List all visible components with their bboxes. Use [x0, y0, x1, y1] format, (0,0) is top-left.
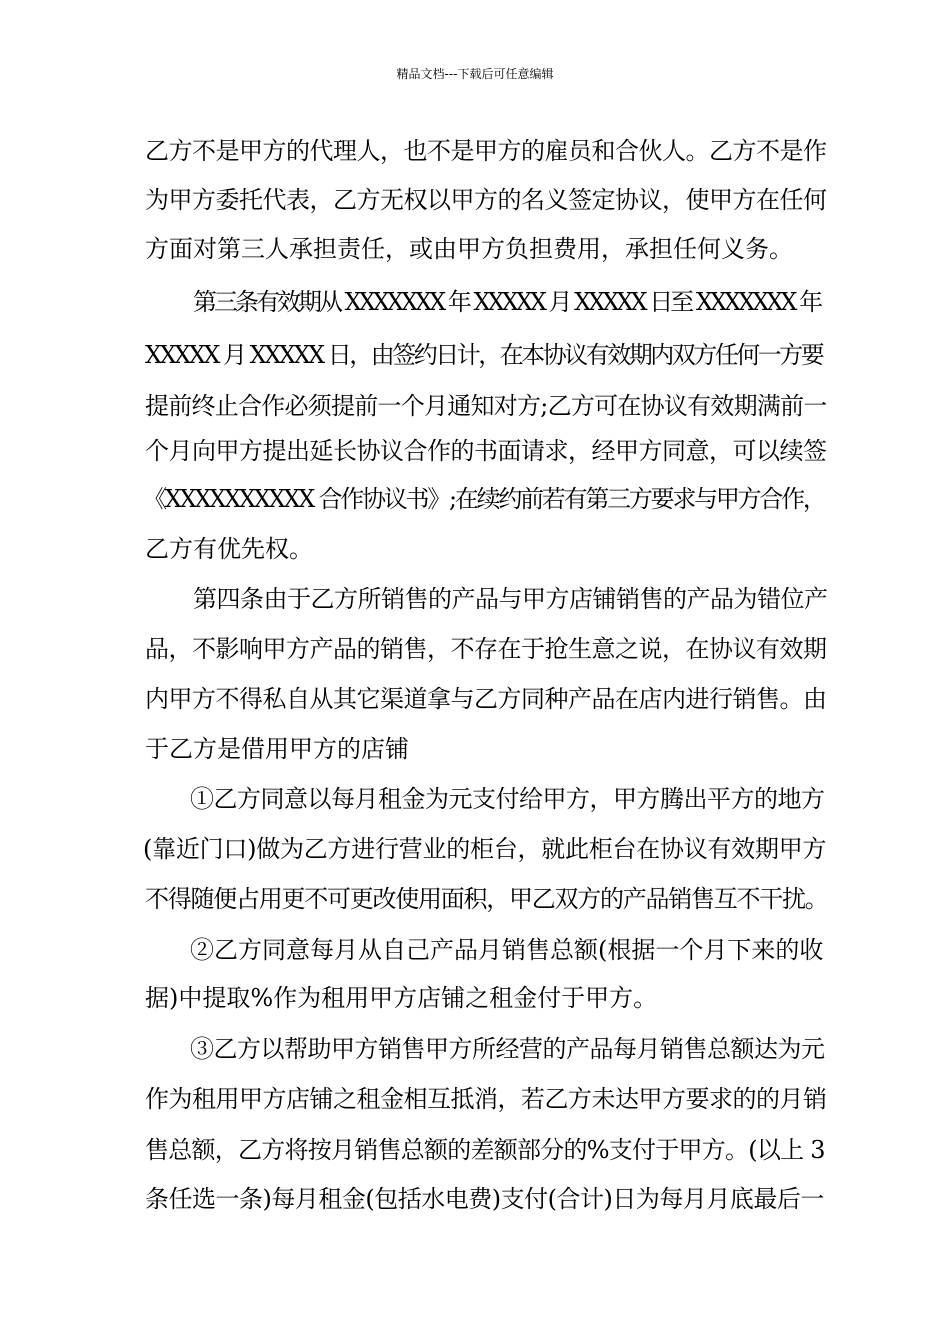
text-line: ③乙方以帮助甲方销售甲方所经营的产品每月销售总额达为元 [190, 1035, 825, 1063]
text-line: 为甲方委托代表，乙方无权以甲方的名义签定协议，使甲方在任何 [145, 186, 827, 214]
text-line: ①乙方同意以每月租金为元支付给甲方，甲方腾出平方的地方 [190, 785, 825, 813]
text-line: 方面对第三人承担责任，或由甲方负担费用，承担任何义务。 [145, 235, 793, 263]
text-line: 提前终止合作必须提前一个月通知对方;乙方可在协议有效期满前一 [145, 392, 827, 420]
page-header: 精品文档---下载后可任意编辑 [396, 67, 554, 81]
text-line: 据)中提取%作为租用甲方店铺之租金付于甲方。 [145, 984, 658, 1012]
text-line: 不得随便占用更不可更改使用面积，甲乙双方的产品销售互不干扰。 [145, 885, 828, 913]
text-line: 条任选一条)每月租金(包括水电费)支付(合计)日为每月月底最后一 [145, 1185, 824, 1213]
text-line: 乙方不是甲方的代理人，也不是甲方的雇员和合伙人。乙方不是作 [145, 137, 827, 165]
text-line: 个月向甲方提出延长协议合作的书面请求，经甲方同意，可以续签 [145, 437, 827, 465]
text-line: 品，不影响甲方产品的销售，不存在于抢生意之说，在协议有效期 [145, 635, 827, 663]
text-line: 第四条由于乙方所销售的产品与甲方店铺销售的产品为错位产 [193, 585, 828, 613]
text-line: 乙方有优先权。 [145, 535, 313, 563]
text-line: 作为租用甲方店铺之租金相互抵消，若乙方未达甲方要求的的月销 [145, 1085, 827, 1113]
text-line: 内甲方不得私自从其它渠道拿与乙方同种产品在店内进行销售。由 [145, 685, 827, 713]
text-line: 于乙方是借用甲方的店铺 [145, 735, 409, 763]
text-line: 第三条有效期从 XXXXXXX 年 XXXXX 月 XXXXX 日至 XXXXXXX 年 [193, 288, 821, 316]
text-line: (靠近门口)做为乙方进行营业的柜台，就此柜台在协议有效期甲方 [143, 835, 827, 863]
text-line: 售总额，乙方将按月销售总额的差额部分的%支付于甲方。(以上 3 [145, 1136, 825, 1164]
text-line: XXXXX 月 XXXXX 日，由签约日计，在本协议有效期内双方任何一方要 [145, 341, 823, 369]
text-line: 《XXXXXXXXXX 合作协议书》;在续约前若有第三方要求与甲方合作， [143, 485, 825, 513]
text-line: ②乙方同意每月从自己产品月销售总额(根据一个月下来的收 [190, 936, 824, 964]
